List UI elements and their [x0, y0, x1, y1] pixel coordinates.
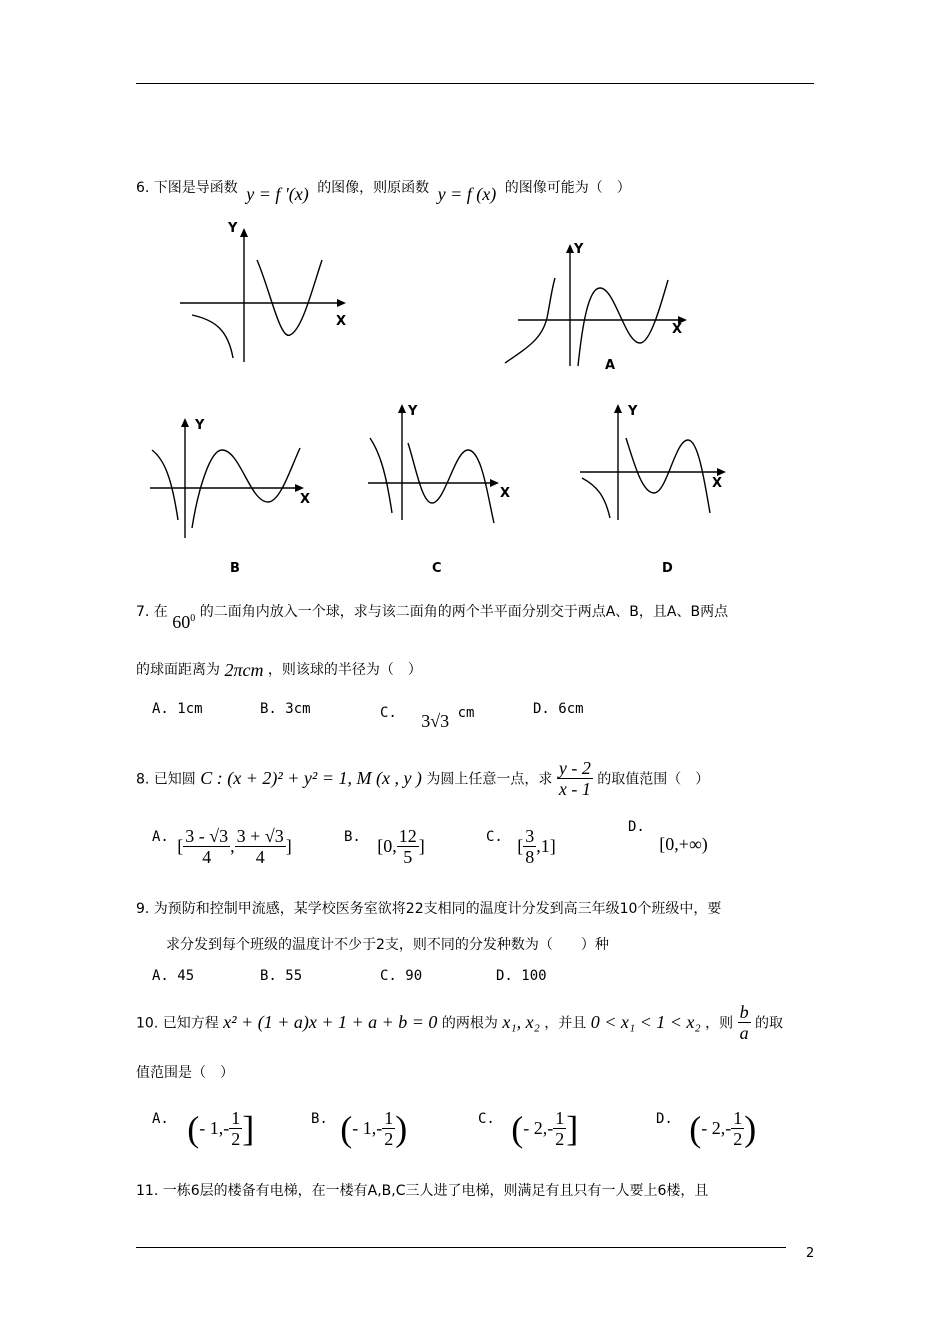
q10-frac-den: a	[739, 1023, 749, 1043]
q7-prefix: 7. 在	[136, 604, 168, 620]
q10-fraction	[738, 1002, 751, 1043]
q7-angle-degree: 0	[190, 613, 196, 624]
q10-d-frac	[731, 1108, 744, 1149]
q9-option-c: C. 90	[380, 968, 423, 984]
q8-option-d	[628, 818, 708, 854]
q8-a-frac2	[235, 826, 286, 867]
q10-a-value: - 1,-	[199, 1118, 230, 1138]
x-axis-arrow	[337, 299, 346, 307]
q10-option-d-label: D.	[656, 1110, 673, 1127]
q10-mid: 的两根为	[441, 1015, 498, 1032]
q10-option-a: A. (- 1,- $\frac{1}{2}$ ]	[152, 1108, 255, 1149]
q10-option-c: C. (- 2,- $\frac{1}{2}$ ]	[478, 1108, 579, 1149]
y-axis-arrow	[398, 404, 406, 413]
q8-option-a-label: A.	[152, 828, 169, 845]
q7-text2a: 的球面距离为	[136, 662, 220, 678]
q8-c-num: 3	[525, 826, 535, 846]
q8-b-frac	[397, 826, 419, 867]
q8-c-den: 8	[525, 847, 535, 867]
q8-stem	[136, 758, 709, 799]
q7-option-c-label: C.	[380, 705, 397, 721]
graph-d-label: D	[662, 561, 673, 576]
q6-stem	[136, 176, 631, 204]
curve-right	[626, 438, 710, 513]
graph-d	[572, 398, 737, 528]
q8-mid: 为圆上任意一点，求	[426, 771, 553, 788]
q10-c-frac	[553, 1108, 566, 1149]
header-rule	[136, 83, 814, 84]
q10-d-value: - 2,-	[701, 1118, 732, 1138]
q8-frac-den: x - 1	[558, 779, 591, 799]
q10-c-num: 1	[555, 1108, 565, 1128]
graph-b-y-label: Y	[195, 418, 205, 433]
q8-suffix: 的取值范围（ ）	[597, 771, 710, 788]
q8-a-num1: 3 - √3	[185, 826, 229, 846]
q7-option-c	[380, 701, 475, 731]
q8-option-a: A. [ $\frac{3 - √3}{4}$ , $\frac{3 + √3}{4}$ ]	[152, 826, 292, 867]
q10-condition: 0 < x₁ < 1 < x₂	[590, 1012, 701, 1032]
q8-d-value: [0,+∞)	[659, 834, 708, 854]
q6-prefix: 6. 下图是导函数	[136, 180, 238, 196]
q7-angle-value: 60	[172, 612, 191, 632]
q8-b-num: 12	[398, 826, 417, 846]
q7-option-c-unit: cm	[457, 705, 475, 721]
q6-derivative-fn: y = f '(x)	[246, 184, 309, 204]
q8-a-num2: 3 + √3	[236, 826, 284, 846]
graph-a-x-label: X	[672, 322, 683, 337]
y-axis-arrow	[614, 404, 622, 413]
q7-distance: 2πcm	[224, 660, 264, 680]
q7-text2b: ，则该球的半径为（ ）	[267, 662, 422, 678]
q8-prefix: 8. 已知圆	[136, 771, 196, 788]
q9-option-a: A. 45	[152, 968, 195, 984]
y-axis-arrow	[240, 228, 248, 237]
q10-option-b-label: B.	[311, 1110, 328, 1127]
q10-roots: x₁, x₂	[502, 1012, 540, 1032]
q10-c-value: - 2,-	[523, 1118, 554, 1138]
x-axis-arrow	[295, 484, 304, 492]
q10-a-frac	[229, 1108, 242, 1149]
q8-a-den1: 4	[202, 847, 212, 867]
graph-d-y-label: Y	[628, 404, 638, 419]
q10-cond-post: ，则	[705, 1015, 734, 1032]
q6-original-fn: y = f (x)	[437, 184, 497, 204]
graph-c-y-label: Y	[408, 404, 418, 419]
curve-left	[152, 450, 178, 520]
derivative-y-label: Y	[228, 221, 238, 236]
q9-line2: 求分发到每个班级的温度计不少于2支，则不同的分发种数为（ ）种	[166, 937, 609, 953]
graph-d-x-label: X	[712, 476, 723, 491]
y-axis-arrow	[181, 418, 189, 427]
q8-option-d-label: D.	[628, 818, 645, 835]
derivative-x-label: X	[336, 314, 347, 329]
page-number: 2	[806, 1246, 815, 1261]
q8-option-c-label: C.	[486, 828, 503, 845]
curve-right-branch	[257, 260, 322, 335]
y-axis-arrow	[566, 244, 574, 253]
q10-b-den: 2	[384, 1129, 394, 1149]
q10-b-num: 1	[384, 1108, 394, 1128]
q10-b-value: - 1,-	[352, 1118, 383, 1138]
q11-line1: 11. 一栋6层的楼备有电梯，在一楼有A,B,C三人进了电梯，则满足有且只有一人要上6楼，且	[136, 1183, 709, 1199]
q9-option-d: D. 100	[496, 968, 547, 984]
graph-b	[140, 410, 315, 545]
graph-b-x-label: X	[300, 492, 311, 507]
q10-option-b: B. (- 1,- $\frac{1}{2}$ )	[311, 1108, 408, 1149]
q9-option-b: B. 55	[260, 968, 303, 984]
graph-c-x-label: X	[500, 486, 511, 501]
curve-right	[578, 280, 668, 366]
curve-left	[370, 438, 392, 513]
q10-b-frac	[382, 1108, 395, 1149]
q10-cond-pre: ，并且	[544, 1015, 587, 1032]
q8-c-frac	[523, 826, 536, 867]
x-axis-arrow	[717, 468, 726, 476]
q10-line2: 值范围是（ ）	[136, 1065, 234, 1081]
q7-text1: 的二面角内放入一个球，求与该二面角的两个半平面分别交于两点A、B，且A、B两点	[199, 604, 729, 620]
q7-option-a: A. 1cm	[152, 701, 203, 717]
q8-b-den: 5	[403, 847, 413, 867]
q8-circle-eq: C : (x + 2)² + y² = 1, M (x , y )	[200, 768, 422, 788]
graph-b-label: B	[230, 561, 240, 576]
q7-stem-line2	[136, 658, 422, 679]
graph-a-y-label: Y	[574, 242, 584, 257]
q8-option-b: B. [0, $\frac{12}{5}$ ]	[344, 826, 425, 867]
graph-c-label: C	[432, 561, 442, 576]
q10-option-a-label: A.	[152, 1110, 169, 1127]
q8-a-frac1	[183, 826, 230, 867]
q8-fraction	[557, 758, 593, 799]
q8-a-den2: 4	[255, 847, 265, 867]
q7-angle	[172, 612, 195, 632]
q8-option-c: C. [ $\frac{3}{8}$ ,1]	[486, 826, 556, 867]
q10-stem	[136, 1002, 783, 1043]
q6-mid: 的图像，则原函数	[317, 180, 430, 196]
q10-a-num: 1	[231, 1108, 241, 1128]
q10-a-den: 2	[231, 1129, 241, 1149]
x-axis-arrow	[490, 479, 499, 487]
q7-option-c-value: 3√3	[421, 711, 450, 731]
q7-option-d: D. 6cm	[533, 701, 584, 717]
q8-option-b-label: B.	[344, 828, 361, 845]
q10-option-c-label: C.	[478, 1110, 495, 1127]
q10-prefix: 10. 已知方程	[136, 1015, 219, 1032]
derivative-graph	[170, 220, 360, 370]
q6-suffix: 的图像可能为（ ）	[504, 180, 631, 196]
q10-c-den: 2	[555, 1129, 565, 1149]
graph-a-label: A	[605, 358, 616, 373]
q7-option-b: B. 3cm	[260, 701, 311, 717]
footer-rule	[136, 1247, 786, 1248]
q8-b-pre: [0,	[377, 836, 397, 856]
q9-line1: 9. 为预防和控制甲流感，某学校医务室欲将22支相同的温度计分发到高三年级10个班级中，要	[136, 901, 722, 917]
graph-a	[500, 238, 700, 378]
q10-d-den: 2	[733, 1129, 743, 1149]
q10-suffix: 的取	[755, 1015, 784, 1032]
curve-left-branch	[192, 315, 233, 358]
q10-frac-num: b	[739, 1002, 749, 1022]
q10-option-d: D. (- 2,- $\frac{1}{2}$ )	[656, 1108, 757, 1149]
q10-equation: x² + (1 + a)x + 1 + a + b = 0	[223, 1012, 438, 1032]
q8-c-post: ,1]	[536, 836, 556, 856]
graph-c	[360, 398, 520, 533]
q10-d-num: 1	[733, 1108, 743, 1128]
q8-frac-num: y - 2	[558, 758, 591, 778]
q7-stem-line1	[136, 600, 729, 632]
curve-left	[582, 478, 610, 518]
